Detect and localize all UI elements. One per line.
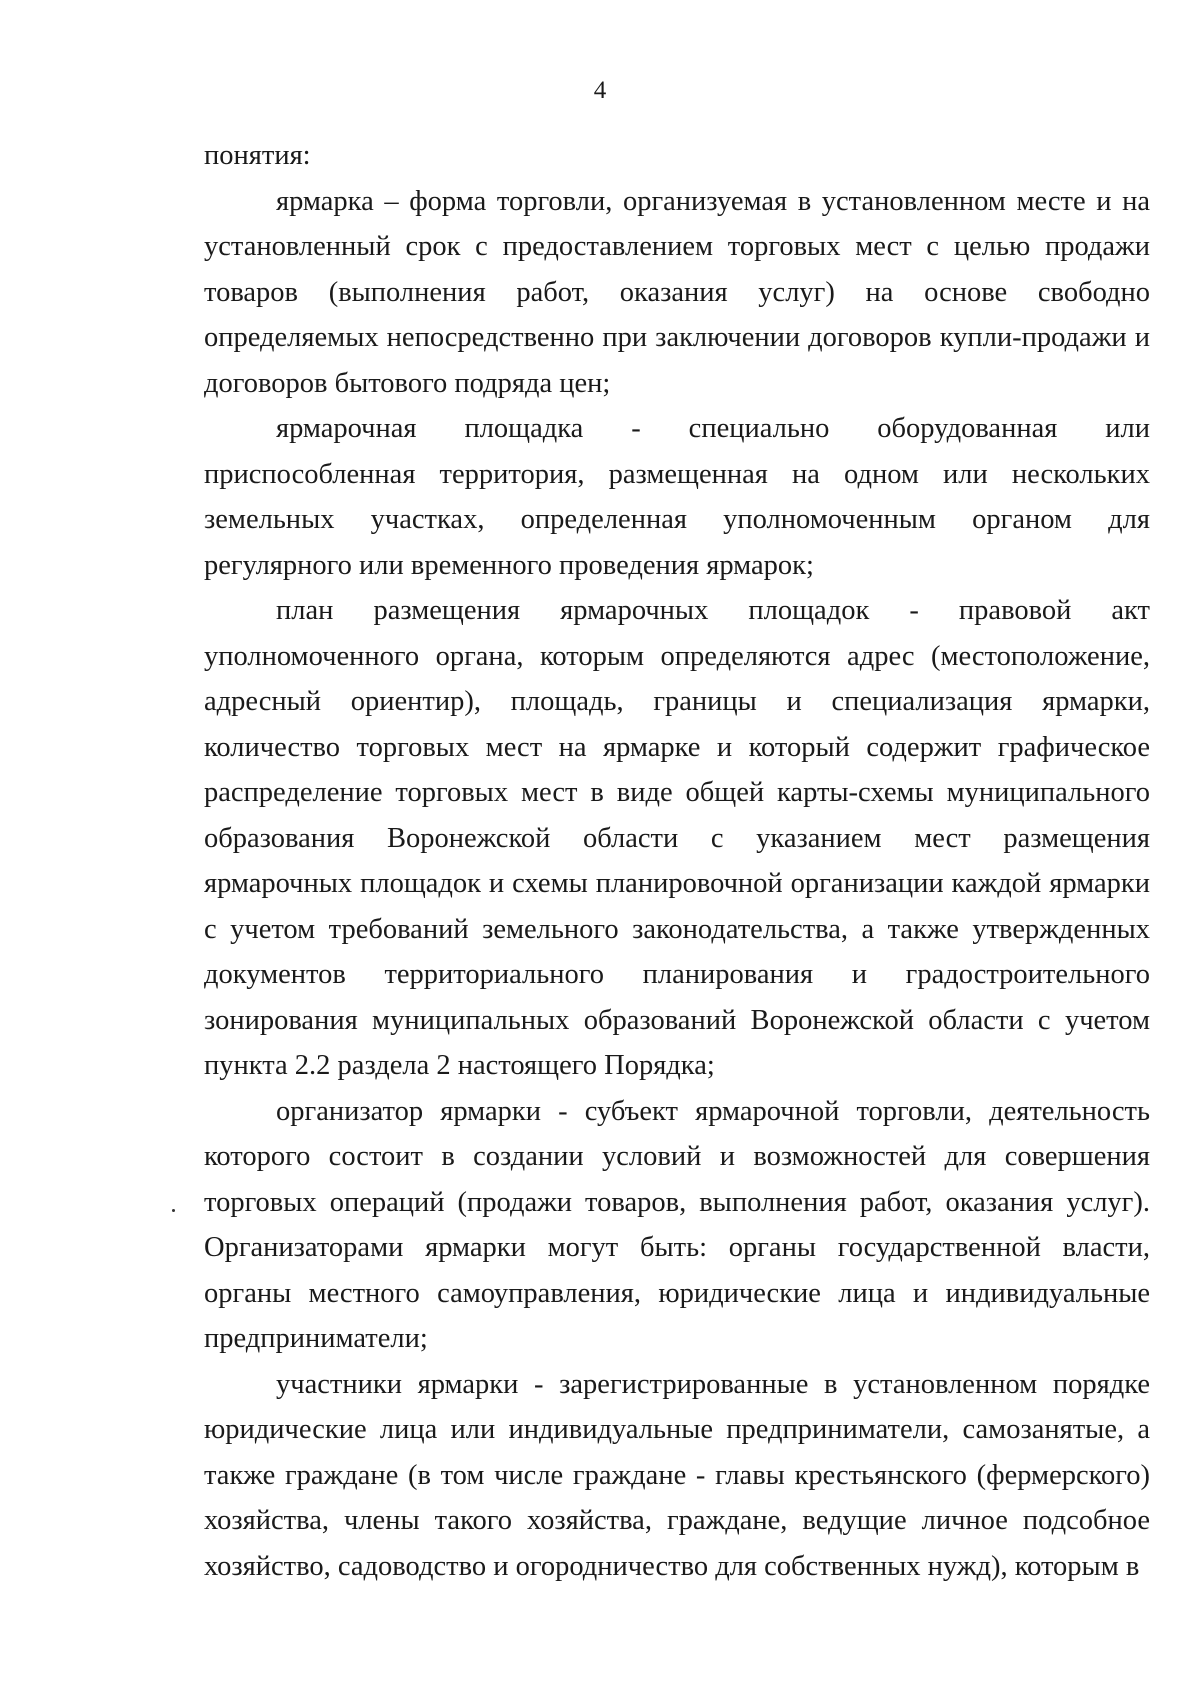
paragraph-definition-fair-participants: участники ярмарки - зарегистрированные в установленном порядке юридические лица или индивидуальные предприниматели, самозанятые, а также граждане (в том числе граждане - главы крестьянского (фермерского) хозяйства, члены такого хозяйства, граждане, ведущие личное подсобное хозяйство, садоводство и огородничество для собственных нужд), которым в <box>204 1368 1150 1582</box>
paragraph-concepts-lead: понятия: <box>204 140 311 171</box>
page-number: 4 <box>593 77 607 104</box>
paragraph-definition-fair-site: ярмарочная площадка - специально оборудованная или приспособленная территория, размещенная на одном или нескольких земельных участках, определенная уполномоченным органом для регулярного или временного проведения ярмарок; <box>204 413 1150 581</box>
document-body <box>204 133 1150 1589</box>
paragraph-definition-placement-plan: план размещения ярмарочных площадок - правовой акт уполномоченного органа, которым определяются адрес (местоположение, адресный ориентир), площадь, границы и специализация ярмарки, количество торговых мест на ярмарке и который содержит графическое распределение торговых мест в виде общей карты-схемы муниципального образования Воронежской области с указанием мест размещения ярмарочных площадок и схемы планировочной организации каждой ярмарки с учетом требований земельного законодательства, а также утвержденных документов территориального планирования и градостроительного зонирования муниципальных образований Воронежской области с учетом пункта 2.2 раздела 2 настоящего Порядка; <box>204 595 1150 1081</box>
paragraph-definition-fair: ярмарка – форма торговли, организуемая в установленном месте и на установленный срок с предоставлением торговых мест с целью продажи товаров (выполнения работ, оказания услуг) на основе свободно определяемых непосредственно при заключении договоров купли-продажи и договоров бытового подряда цен; <box>204 185 1150 399</box>
scan-speck <box>172 1209 175 1212</box>
paragraph-definition-fair-organizer: организатор ярмарки - субъект ярмарочной торговли, деятельность которого состоит в создании условий и возможностей для совершения торговых операций (продажи товаров, выполнения работ, оказания услуг). Организаторами ярмарки могут быть: органы государственной власти, органы местного самоуправления, юридические лица и индивидуальные предприниматели; <box>204 1095 1150 1354</box>
